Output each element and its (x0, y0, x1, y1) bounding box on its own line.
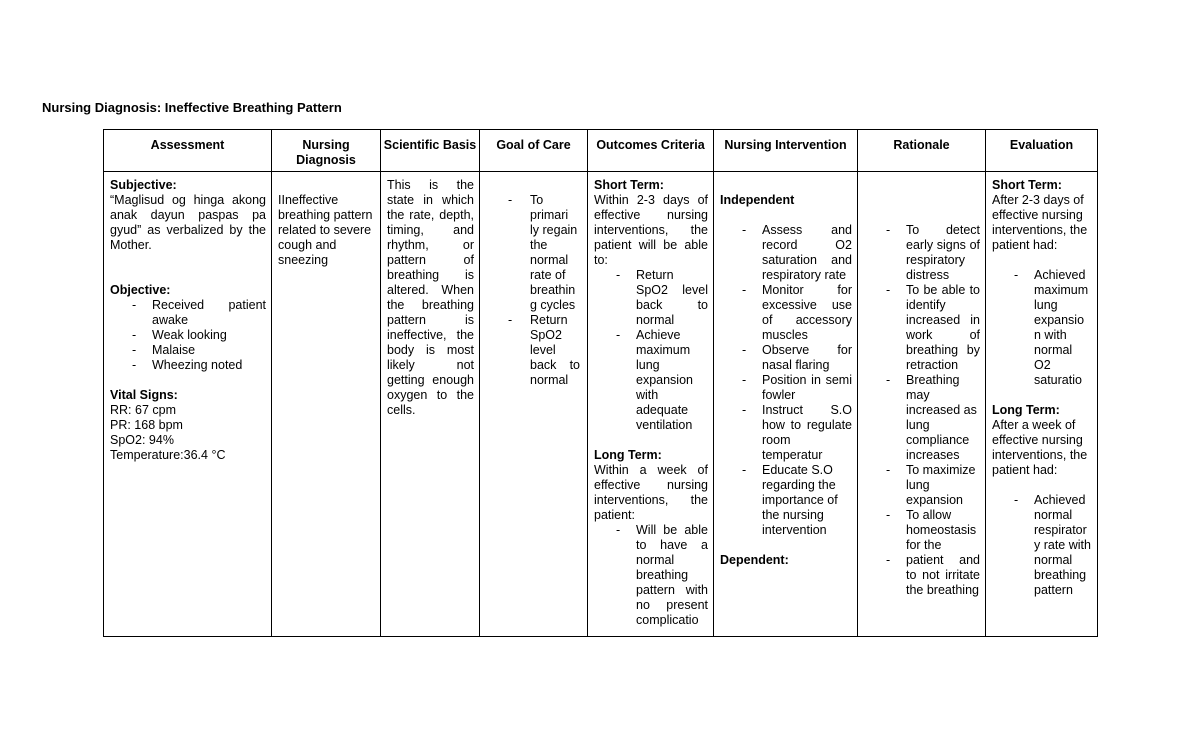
page-title: Nursing Diagnosis: Ineffective Breathing Pattern (42, 100, 342, 115)
list-item: - Achieve maximum lung expansion with adequate ventilation (594, 328, 708, 433)
nursing-diagnosis-cell (272, 172, 381, 637)
list-item: - patient and to not irritate the breathing (864, 553, 980, 598)
dependent-label: Dependent: (720, 553, 789, 567)
outcomes-long-term-label: Long Term: (594, 448, 662, 462)
outcomes-long-term-list (594, 523, 708, 628)
list-item: - To be able to identify increased in work of breathing by retraction (864, 283, 980, 373)
independent-interventions-list (720, 223, 852, 538)
list-item: - Instruct S.O how to regulate room temperatur (720, 403, 852, 463)
scientific-basis-text: This is the state in which the rate, depth, timing, and rhythm, or pattern of breathing is altered. When the breathing pattern is ineffective, the body is most likely not getting enough oxygen to the cells. (387, 178, 474, 417)
nursing-diagnosis-text: IIneffective breathing pattern related to severe cough and sneezing (278, 193, 373, 267)
list-item: - Achieved maximum lung expansio n with normal O2 saturatio (992, 268, 1092, 388)
vital-sign-rr: RR: 67 cpm (110, 403, 176, 417)
list-item: - Will be able to have a normal breathing pattern with no present complicatio (594, 523, 708, 628)
evaluation-short-term-label: Short Term: (992, 178, 1062, 192)
outcomes-short-term-text: Within 2-3 days of effective nursing interventions, the patient will be able to: (594, 193, 708, 267)
list-item: - Observe for nasal flaring (720, 343, 852, 373)
header-row (104, 130, 1098, 172)
goal-of-care-list (486, 193, 582, 388)
rationale-list (864, 223, 980, 598)
header-rationale: Rationale (858, 130, 986, 172)
vital-sign-spo2: SpO2: 94% (110, 433, 174, 447)
evaluation-short-term-text: After 2-3 days of effective nursing interventions, the patient had: (992, 193, 1088, 252)
header-assessment: Assessment (104, 130, 272, 172)
list-item: - Return SpO2 level back to normal (486, 313, 582, 388)
list-item: - Weak looking (110, 328, 266, 343)
nursing-care-plan-table (103, 129, 1098, 637)
nursing-intervention-cell (714, 172, 858, 637)
evaluation-short-term-list (992, 268, 1092, 388)
list-item: - To maximize lung expansion (864, 463, 980, 508)
outcomes-criteria-cell (588, 172, 714, 637)
list-item: - To allow homeostasis for the (864, 508, 980, 553)
list-item: - To detect early signs of respiratory distress (864, 223, 980, 283)
content-row (104, 172, 1098, 637)
assessment-cell (104, 172, 272, 637)
list-item: - Educate S.O regarding the importance of the nursing intervention (720, 463, 852, 538)
objective-label: Objective: (110, 283, 171, 297)
list-item: - Achieved normal respirator y rate with normal breathing pattern (992, 493, 1092, 598)
header-nursing-diagnosis: Nursing Diagnosis (272, 130, 381, 172)
header-evaluation: Evaluation (986, 130, 1098, 172)
list-item: - Received patient awake (110, 298, 266, 328)
list-item: - To primari ly regain the normal rate of breathin g cycles (486, 193, 582, 313)
list-item: - Breathing may increased as lung compliance increases (864, 373, 980, 463)
list-item: - Assess and record O2 saturation and respiratory rate (720, 223, 852, 283)
scientific-basis-cell (381, 172, 480, 637)
outcomes-long-term-text: Within a week of effective nursing interventions, the patient: (594, 463, 708, 522)
evaluation-long-term-list (992, 493, 1092, 598)
objective-list (110, 298, 266, 373)
goal-of-care-cell (480, 172, 588, 637)
header-goal-of-care: Goal of Care (480, 130, 588, 172)
subjective-label: Subjective: (110, 178, 177, 192)
list-item: - Position in semi fowler (720, 373, 852, 403)
vital-signs-label: Vital Signs: (110, 388, 178, 402)
outcomes-short-term-list (594, 268, 708, 433)
list-item: - Wheezing noted (110, 358, 266, 373)
header-nursing-intervention: Nursing Intervention (714, 130, 858, 172)
evaluation-long-term-label: Long Term: (992, 403, 1060, 417)
list-item: - Malaise (110, 343, 266, 358)
vital-sign-pr: PR: 168 bpm (110, 418, 183, 432)
outcomes-short-term-label: Short Term: (594, 178, 664, 192)
header-outcomes-criteria: Outcomes Criteria (588, 130, 714, 172)
subjective-text: “Maglisud og hinga akong anak dayun paspas pa gyud” as verbalized by the Mother. (110, 193, 266, 252)
evaluation-cell (986, 172, 1098, 637)
evaluation-long-term-text: After a week of effective nursing interventions, the patient had: (992, 418, 1088, 477)
vital-sign-temperature: Temperature:36.4 °C (110, 448, 226, 462)
header-scientific-basis: Scientific Basis (381, 130, 480, 172)
list-item: - Return SpO2 level back to normal (594, 268, 708, 328)
list-item: - Monitor for excessive use of accessory muscles (720, 283, 852, 343)
rationale-cell (858, 172, 986, 637)
independent-label: Independent (720, 193, 795, 207)
